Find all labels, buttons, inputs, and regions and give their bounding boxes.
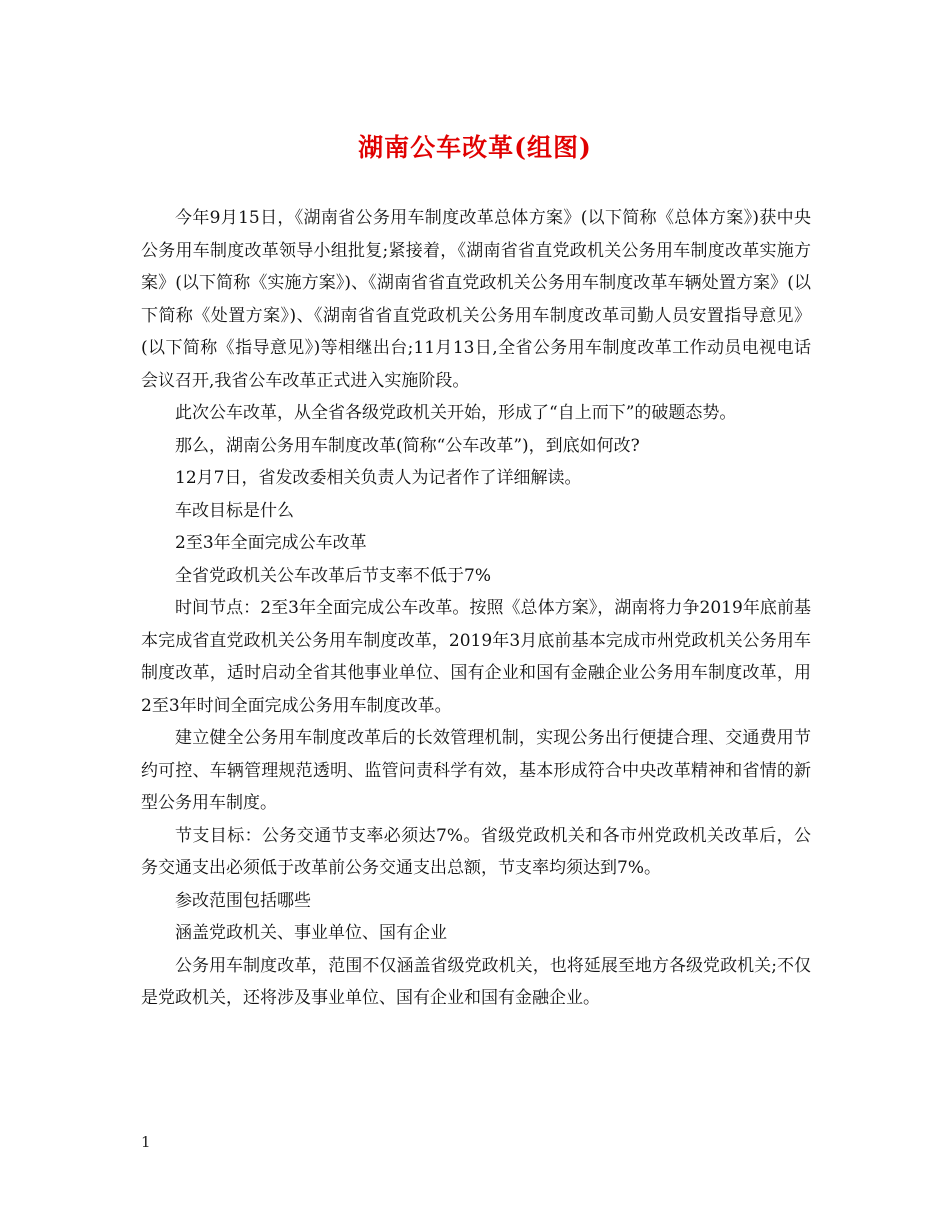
paragraph: 此次公车改革，从全省各级党政机关开始，形成了“自上而下”的破题态势。 [175, 403, 737, 423]
paragraph: 今年9月15日，《湖南省公务用车制度改革总体方案》(以下简称《总体方案》)获中央公务用车制度改革领导小组批复;紧接着，《湖南省省直党政机关公务用车制度改革实施方案》(以下简称《实施方案》)、《湖南省省直党政机关公务用车制度改革车辆处置方案》(以下简称《处置方案》)、《湖南省省直党政机关公务用车制度改革司勤人员安置指导意见》(以下简称《指导意见》)等相继出台;11月13日,全省公务用车制度改革工作动员电视电话会议召开,我省公车改革正式进入实施阶段。 [141, 208, 811, 391]
document-body [141, 202, 811, 1015]
document-title: 湖南公车改革(组图) [358, 133, 592, 162]
paragraph: 公务用车制度改革，范围不仅涵盖省级党政机关，也将延展至地方各级党政机关;不仅是党政机关，还将涉及事业单位、国有企业和国有金融企业。 [141, 955, 811, 1008]
section-heading: 车改目标是什么 [175, 500, 294, 521]
paragraph: 节支目标：公务交通节支率必须达7%。省级党政机关和各市州党政机关改革后，公务交通支出必须低于改革前公务交通支出总额，节支率均须达到7%。 [141, 825, 811, 878]
subheading: 涵盖党政机关、事业单位、国有企业 [175, 923, 447, 943]
subheading: 全省党政机关公车改革后节支率不低于7% [175, 565, 491, 586]
paragraph: 建立健全公务用车制度改革后的长效管理机制，实现公务出行便捷合理、交通费用节约可控、车辆管理规范透明、监管问责科学有效，基本形成符合中央改革精神和省情的新型公务用车制度。 [141, 728, 811, 813]
section-heading: 参改范围包括哪些 [175, 890, 311, 911]
subheading: 2至3年全面完成公车改革 [175, 533, 367, 553]
paragraph: 时间节点：2至3年全面完成公车改革。按照《总体方案》，湖南将力争2019年底前基本完成省直党政机关公务用车制度改革，2019年3月底前基本完成市州党政机关公务用车制度改革，适时启动全省其他事业单位、国有企业和国有金融企业公务用车制度改革，用2至3年时间全面完成公务用车制度改革。 [141, 598, 811, 716]
paragraph: 那么，湖南公务用车制度改革(简称“公车改革”)，到底如何改? [175, 435, 640, 456]
page-number: 1 [141, 1133, 151, 1151]
paragraph: 12月7日，省发改委相关负责人为记者作了详细解读。 [175, 468, 582, 488]
